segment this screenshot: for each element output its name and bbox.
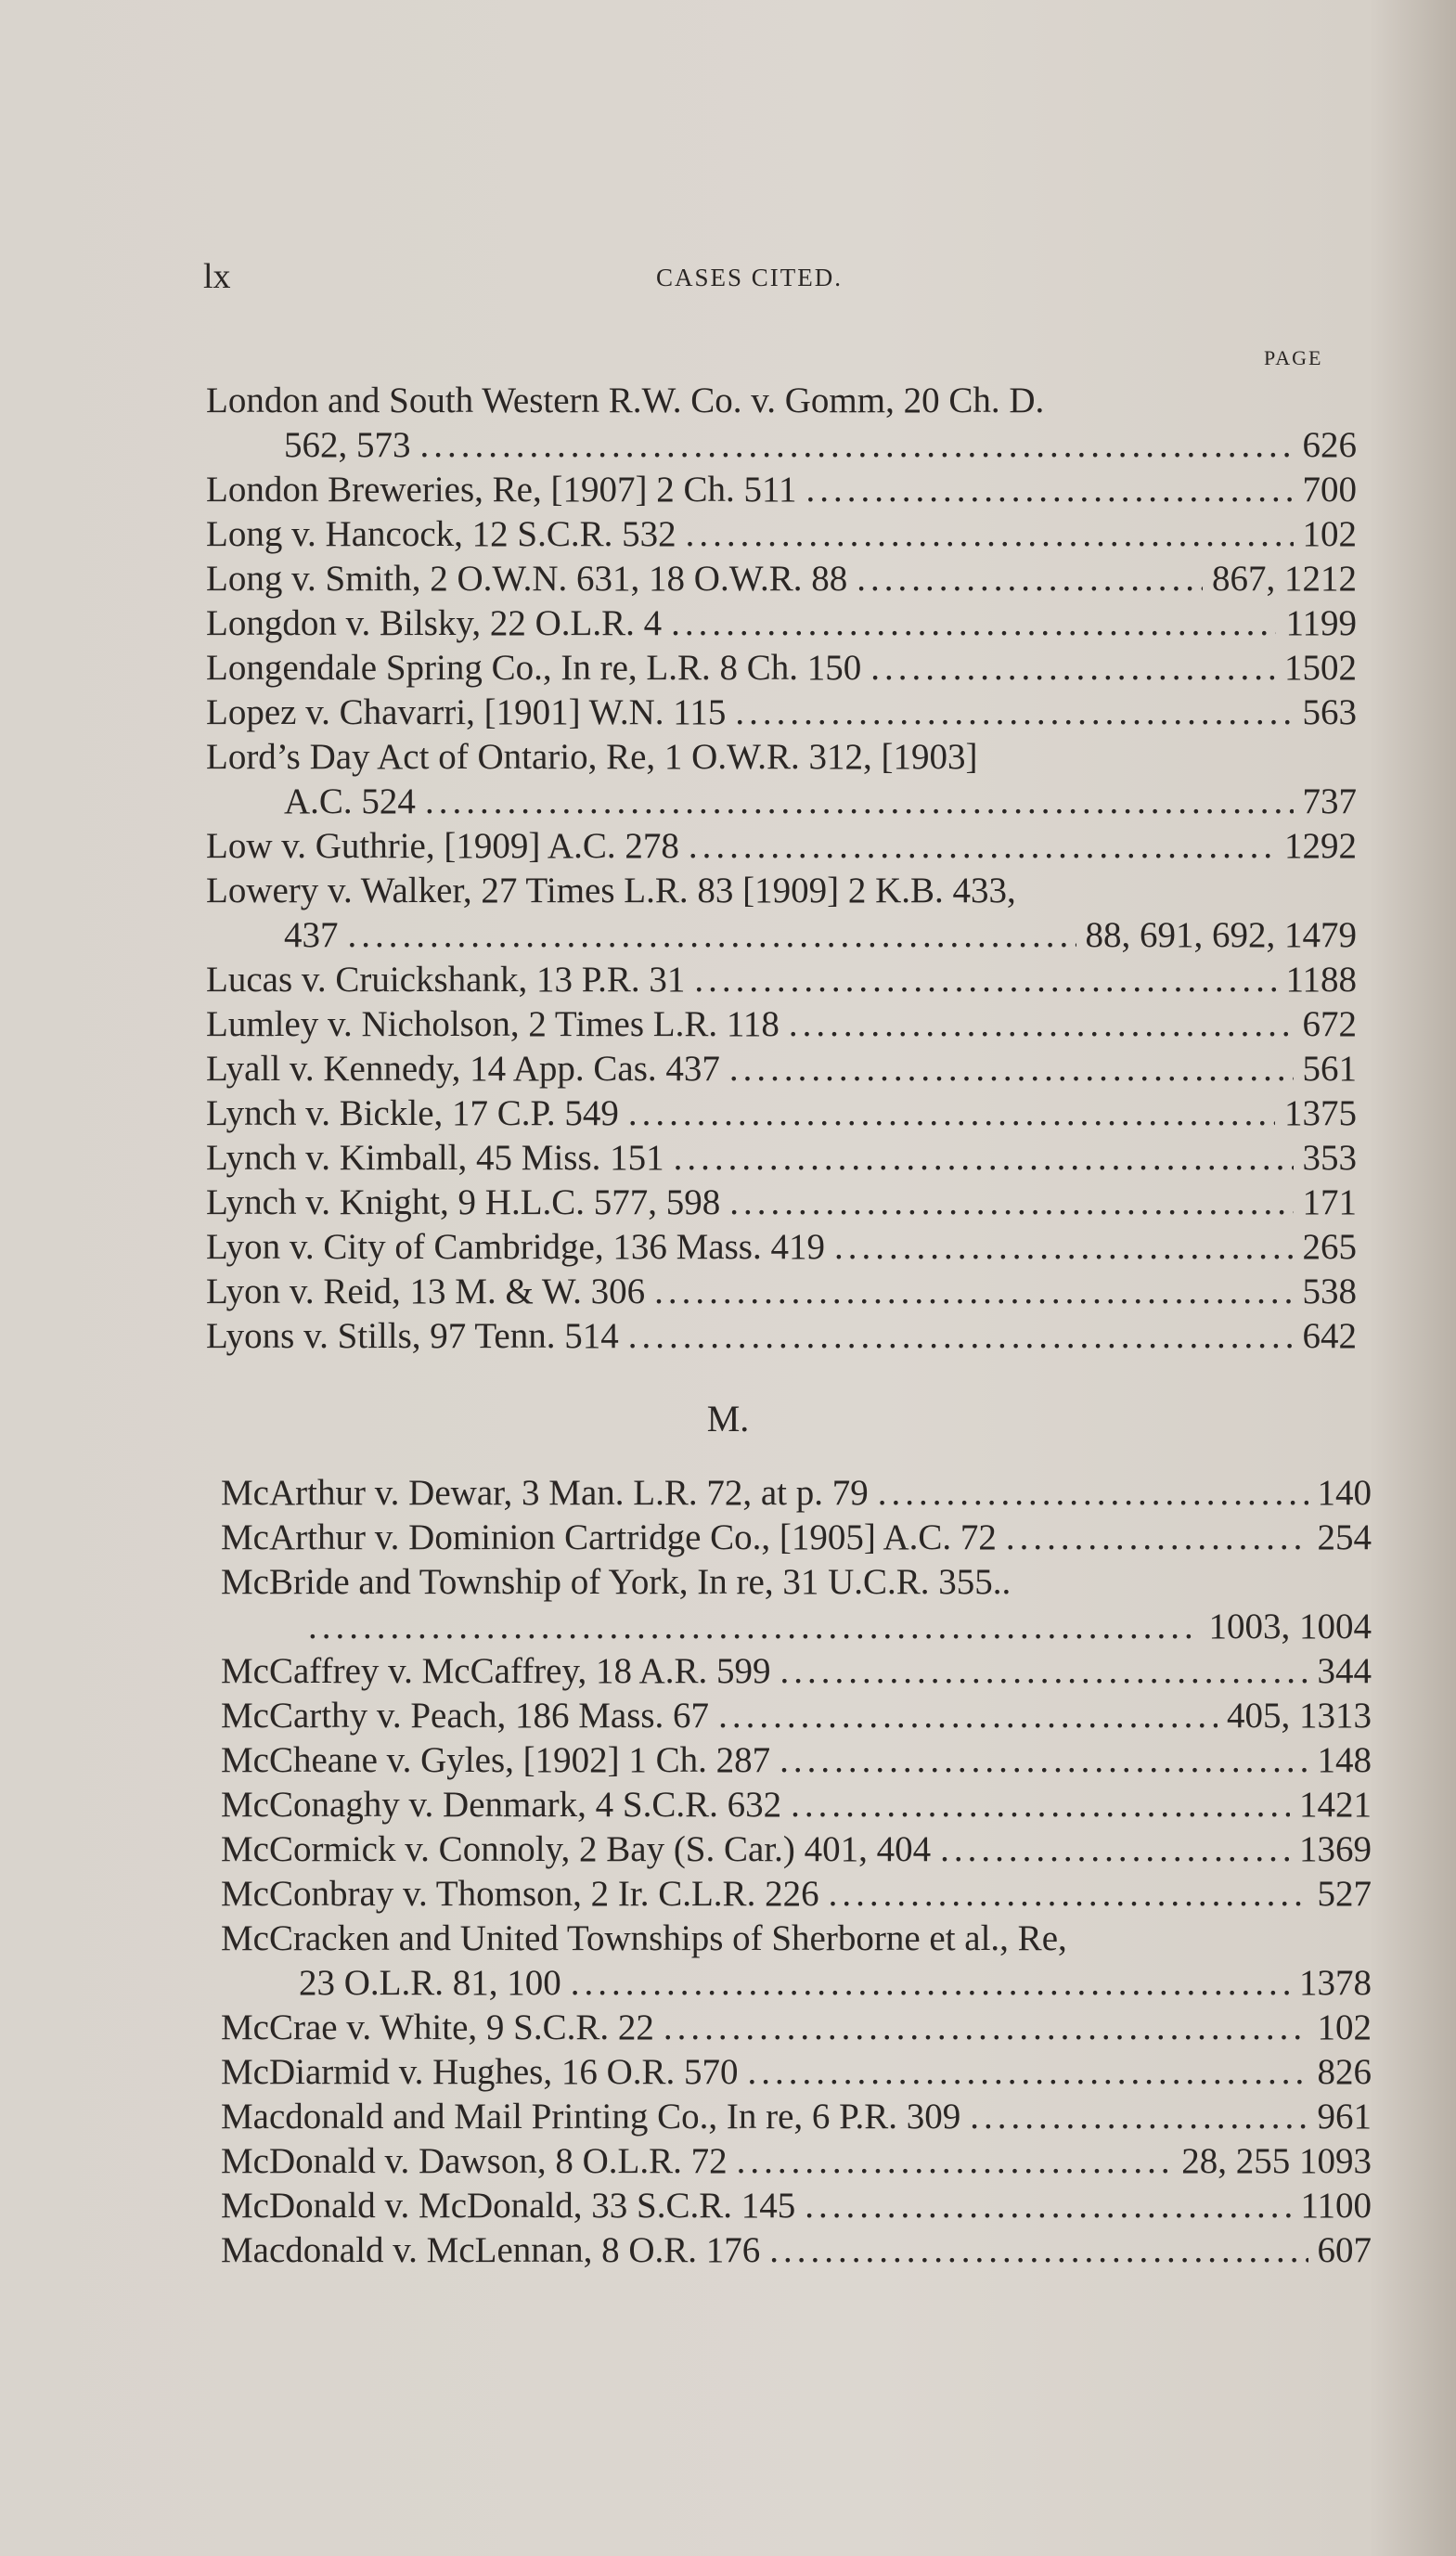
dot-leader [729, 1047, 1294, 1091]
dot-leader [769, 2228, 1308, 2273]
entry-line [206, 1181, 1357, 1225]
page-reference: 171 [1302, 1182, 1357, 1222]
page-reference: 265 [1302, 1227, 1357, 1267]
entry-line [221, 2095, 1372, 2139]
case-entry [206, 1314, 1357, 1359]
case-citation: Lyon v. City of Cambridge, 136 Mass. 419 [206, 1227, 825, 1267]
dot-leader [805, 2184, 1291, 2228]
case-entry [206, 735, 1357, 824]
dot-leader [628, 1091, 1275, 1136]
page-reference: 344 [1317, 1651, 1372, 1691]
dot-leader [425, 780, 1294, 824]
entry-line [206, 1047, 1357, 1091]
dot-leader [694, 958, 1276, 1002]
case-citation: McDonald v. Dawson, 8 O.L.R. 72 [221, 2141, 728, 2181]
dot-leader [718, 1694, 1218, 1738]
page-reference: 737 [1302, 781, 1357, 821]
dot-leader [735, 691, 1293, 735]
case-citation: Lowery v. Walker, 27 Times L.R. 83 [1909] 2 K.B. 433, [206, 871, 1016, 910]
dot-leader [654, 1270, 1293, 1314]
page-reference: 561 [1302, 1049, 1357, 1089]
entry-line [221, 1649, 1372, 1694]
page-reference: 1375 [1284, 1093, 1357, 1133]
dot-leader [748, 2050, 1308, 2095]
entry-line [206, 958, 1357, 1002]
case-citation: McCrae v. White, 9 S.C.R. 22 [221, 2007, 654, 2047]
dot-leader [729, 1181, 1293, 1225]
entry-line [221, 1917, 1372, 1961]
entry-line [221, 1872, 1372, 1917]
page-reference: 88, 691, 692, 1479 [1085, 915, 1357, 955]
dot-leader [628, 1314, 1294, 1359]
case-entry [206, 557, 1357, 601]
case-citation: McArthur v. Dewar, 3 Man. L.R. 72, at p. 79 [221, 1473, 869, 1513]
dot-leader [689, 824, 1275, 869]
dot-leader [737, 2139, 1173, 2184]
dot-leader [791, 1783, 1290, 1827]
case-citation: Lynch v. Knight, 9 H.L.C. 577, 598 [206, 1182, 721, 1222]
case-entry [206, 1225, 1357, 1270]
dot-leader [829, 1872, 1308, 1917]
dot-leader [1006, 1516, 1308, 1560]
case-citation: McCarthy v. Peach, 186 Mass. 67 [221, 1696, 710, 1736]
entry-line [221, 2228, 1372, 2273]
case-citation: McArthur v. Dominion Cartridge Co., [1905] A.C. 72 [221, 1517, 997, 1557]
case-entry [221, 1694, 1372, 1738]
case-entry [221, 1516, 1372, 1560]
case-entry [221, 1783, 1372, 1827]
page-number: lx [203, 257, 231, 296]
case-entry [221, 2139, 1372, 2184]
dot-leader [940, 1827, 1290, 1872]
case-citation: Long v. Hancock, 12 S.C.R. 532 [206, 514, 676, 554]
case-entry [221, 2095, 1372, 2139]
case-entry [206, 958, 1357, 1002]
case-citation: McDiarmid v. Hughes, 16 O.R. 570 [221, 2052, 739, 2092]
case-entry [221, 2228, 1372, 2273]
page-reference: 148 [1317, 1740, 1372, 1780]
entry-line [206, 557, 1357, 601]
case-citation: McConaghy v. Denmark, 4 S.C.R. 632 [221, 1785, 782, 1825]
case-entry [221, 1560, 1372, 1649]
dot-leader [664, 2006, 1308, 2050]
section-heading-m: M. [706, 1398, 750, 1439]
entry-line [206, 1270, 1357, 1314]
entry-line [206, 869, 1357, 913]
case-citation: Long v. Smith, 2 O.W.N. 631, 18 O.W.R. 88 [206, 559, 848, 599]
page-reference: 672 [1302, 1004, 1357, 1044]
case-entry [206, 646, 1357, 691]
dot-leader [308, 1605, 1200, 1649]
page-reference: 700 [1302, 470, 1357, 510]
case-citation: 23 O.L.R. 81, 100 [299, 1963, 561, 2003]
page-reference: 1502 [1284, 648, 1357, 688]
case-entry [221, 1738, 1372, 1783]
page-reference: 1378 [1299, 1963, 1372, 2003]
case-entry [206, 691, 1357, 735]
case-citation: London Breweries, Re, [1907] 2 Ch. 511 [206, 470, 797, 510]
case-citation: London and South Western R.W. Co. v. Gomm, 20 Ch. D. [206, 381, 1045, 420]
entry-line [221, 2184, 1372, 2228]
entry-line [221, 2050, 1372, 2095]
entry-line [206, 468, 1357, 512]
entry-line [221, 1471, 1372, 1516]
page-reference: 1199 [1285, 603, 1357, 643]
entry-line [206, 913, 1357, 958]
entry-line [206, 1136, 1357, 1181]
case-entry [221, 2050, 1372, 2095]
page-reference: 607 [1317, 2230, 1372, 2270]
page-reference: 538 [1302, 1272, 1357, 1311]
page-reference: 102 [1302, 514, 1357, 554]
case-citation: Lyall v. Kennedy, 14 App. Cas. 437 [206, 1049, 720, 1089]
entry-line [221, 2006, 1372, 2050]
case-entry [206, 601, 1357, 646]
dot-leader [857, 557, 1203, 601]
entry-line [221, 1783, 1372, 1827]
case-citation: Lord’s Day Act of Ontario, Re, 1 O.W.R. 312, [1903] [206, 737, 978, 777]
page-reference: 353 [1302, 1138, 1357, 1178]
page-reference: 642 [1302, 1316, 1357, 1356]
case-citation: McCheane v. Gyles, [1902] 1 Ch. 287 [221, 1740, 771, 1780]
page-reference: 1369 [1299, 1829, 1372, 1869]
page-reference: 1003, 1004 [1208, 1607, 1372, 1646]
case-citation: Low v. Guthrie, [1909] A.C. 278 [206, 826, 679, 866]
entry-line [221, 1516, 1372, 1560]
dot-leader [870, 646, 1275, 691]
case-entry [206, 1136, 1357, 1181]
entry-line [206, 1314, 1357, 1359]
dot-leader [780, 1649, 1308, 1694]
page-reference: 527 [1317, 1874, 1372, 1914]
case-entry [221, 1917, 1372, 2006]
dot-leader [671, 601, 1276, 646]
entry-line [206, 1091, 1357, 1136]
case-citation: 562, 573 [284, 425, 411, 465]
dot-leader [970, 2095, 1308, 2139]
dot-leader [420, 423, 1294, 468]
entry-line [221, 1738, 1372, 1783]
case-entry [221, 1827, 1372, 1872]
case-citation: Lumley v. Nicholson, 2 Times L.R. 118 [206, 1004, 780, 1044]
page-reference: 405, 1313 [1227, 1696, 1372, 1736]
case-entry [206, 1181, 1357, 1225]
page-reference: 563 [1302, 692, 1357, 732]
case-entry [221, 1471, 1372, 1516]
dot-leader [571, 1961, 1290, 2006]
entry-line [221, 1560, 1372, 1605]
entry-line [221, 1827, 1372, 1872]
case-citation: McBride and Township of York, In re, 31 U.C.R. 355.. [221, 1562, 1011, 1602]
entry-line [206, 780, 1357, 824]
case-entry [221, 2006, 1372, 2050]
case-citation: Longdon v. Bilsky, 22 O.L.R. 4 [206, 603, 663, 643]
case-citation: Lyon v. Reid, 13 M. & W. 306 [206, 1272, 646, 1311]
case-citation: Lucas v. Cruickshank, 13 P.R. 31 [206, 960, 686, 1000]
case-citation: McCracken and United Townships of Sherborne et al., Re, [221, 1918, 1067, 1958]
page-reference: 1100 [1300, 2186, 1372, 2226]
entry-line [206, 735, 1357, 780]
entry-line [221, 1694, 1372, 1738]
case-entry [206, 1091, 1357, 1136]
page-reference: 626 [1302, 425, 1357, 465]
case-citation: Lyons v. Stills, 97 Tenn. 514 [206, 1316, 619, 1356]
dot-leader [674, 1136, 1294, 1181]
entry-line [206, 379, 1357, 423]
case-citation: 437 [284, 915, 339, 955]
case-entry [206, 1047, 1357, 1091]
entry-line [206, 1225, 1357, 1270]
case-citation: McCormick v. Connoly, 2 Bay (S. Car.) 401, 404 [221, 1829, 932, 1869]
case-citation: Macdonald and Mail Printing Co., In re, 6 P.R. 309 [221, 2097, 961, 2136]
page-reference: 867, 1212 [1212, 559, 1357, 599]
dot-leader [878, 1471, 1308, 1516]
case-citation: Lynch v. Bickle, 17 C.P. 549 [206, 1093, 619, 1133]
case-citation: McConbray v. Thomson, 2 Ir. C.L.R. 226 [221, 1874, 819, 1914]
page-reference: 1292 [1284, 826, 1357, 866]
entry-line [206, 423, 1357, 468]
case-entry [206, 379, 1357, 468]
section-m-entries [221, 1471, 1372, 2273]
case-citation: McDonald v. McDonald, 33 S.C.R. 145 [221, 2186, 796, 2226]
case-citation: Lopez v. Chavarri, [1901] W.N. 115 [206, 692, 727, 732]
section-l-entries [206, 379, 1357, 1359]
case-citation: A.C. 524 [284, 781, 416, 821]
dot-leader [789, 1002, 1294, 1047]
case-citation: Macdonald v. McLennan, 8 O.R. 176 [221, 2230, 761, 2270]
page-reference: 1188 [1285, 960, 1357, 1000]
case-entry [206, 1270, 1357, 1314]
entry-line [221, 1605, 1372, 1649]
entry-line [206, 691, 1357, 735]
case-citation: McCaffrey v. McCaffrey, 18 A.R. 599 [221, 1651, 771, 1691]
page-reference: 1421 [1299, 1785, 1372, 1825]
case-entry [206, 468, 1357, 512]
page-reference: 102 [1317, 2007, 1372, 2047]
page-reference: 961 [1317, 2097, 1372, 2136]
case-citation: Lynch v. Kimball, 45 Miss. 151 [206, 1138, 664, 1178]
entry-line [221, 2139, 1372, 2184]
dot-leader [806, 468, 1294, 512]
entry-line [206, 512, 1357, 557]
dot-leader [348, 913, 1076, 958]
dot-leader [780, 1738, 1308, 1783]
page-reference: 826 [1317, 2052, 1372, 2092]
case-citation: Longendale Spring Co., In re, L.R. 8 Ch. 150 [206, 648, 862, 688]
case-entry [221, 2184, 1372, 2228]
entry-line [221, 1961, 1372, 2006]
page-header [0, 256, 1456, 303]
case-entry [206, 824, 1357, 869]
running-title: CASES CITED. [656, 264, 844, 291]
page-reference: 140 [1317, 1473, 1372, 1513]
dot-leader [834, 1225, 1294, 1270]
entry-line [206, 1002, 1357, 1047]
entry-line [206, 601, 1357, 646]
case-entry [221, 1649, 1372, 1694]
page-reference: 254 [1317, 1517, 1372, 1557]
page-reference: 28, 255 1093 [1181, 2141, 1372, 2181]
entry-line [206, 824, 1357, 869]
entry-line [206, 646, 1357, 691]
dot-leader [686, 512, 1294, 557]
case-entry [206, 869, 1357, 958]
page-column-label: PAGE [1264, 346, 1323, 369]
case-entry [221, 1872, 1372, 1917]
case-entry [206, 512, 1357, 557]
case-entry [206, 1002, 1357, 1047]
